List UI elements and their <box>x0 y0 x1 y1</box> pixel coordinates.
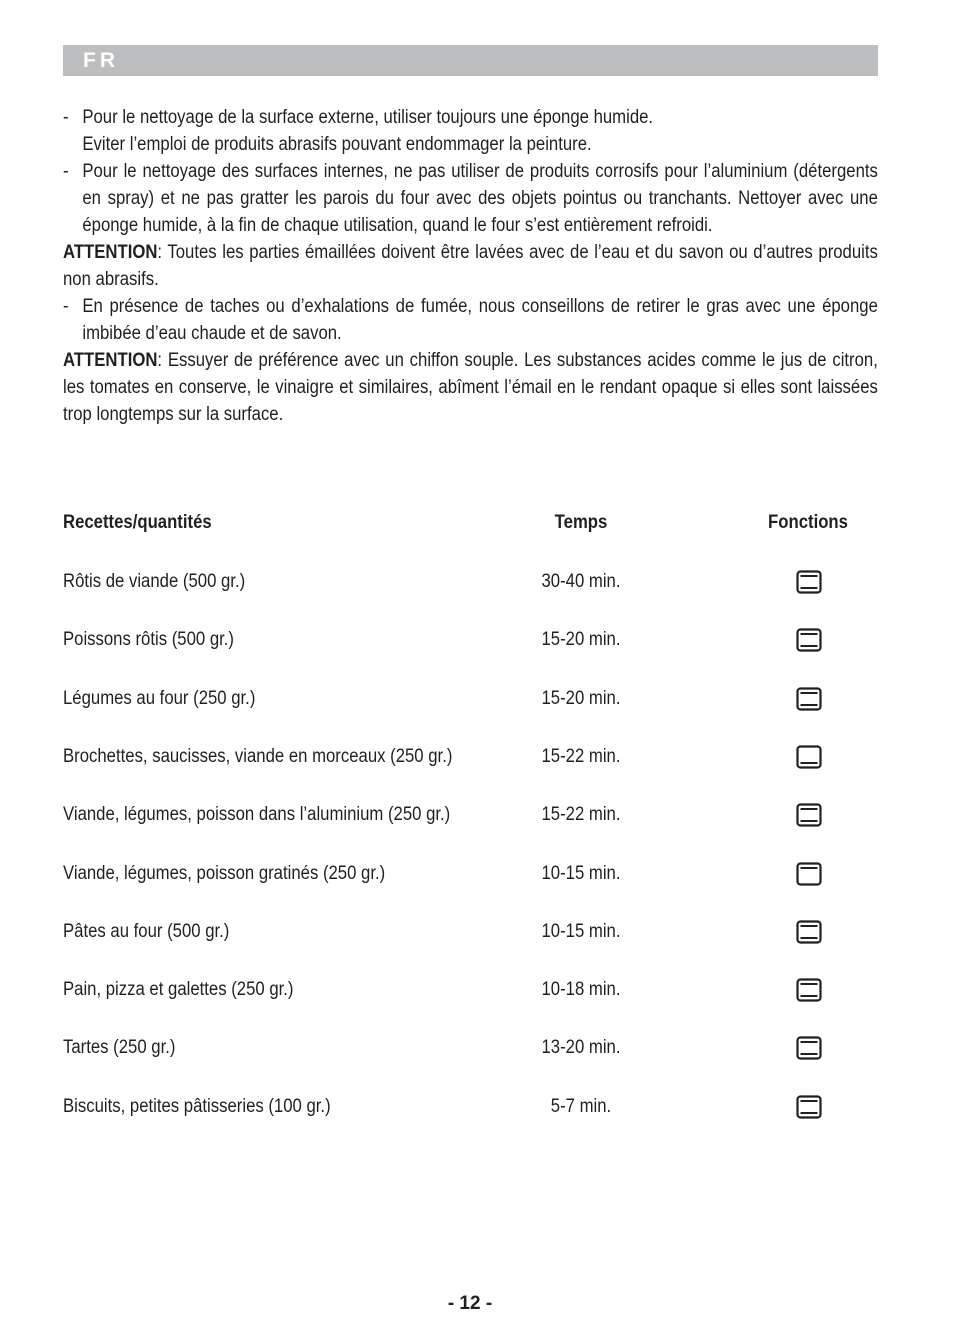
attention-label: ATTENTION <box>63 350 158 371</box>
bullet-item: - Pour le nettoyage des surfaces internes, ne pas utiliser de produits corrosifs pour l’aluminium (détergents en spray) et ne pas gratter les parois du four avec des objets pointus ou tranchants. Nettoyer avec une éponge humide, à la fin de chaque utilisation, quand le four s’est entièrement refroidi. <box>63 158 878 239</box>
time-cell: 10-15 min. <box>541 862 621 884</box>
time-cell: 15-22 min. <box>541 804 621 826</box>
recipe-cell: Pain, pizza et galettes (250 gr.) <box>63 979 294 1001</box>
bullet-text: Eviter l’emploi de produits abrasifs pouvant endommager la peinture. <box>82 134 592 155</box>
cleaning-instructions <box>63 104 878 428</box>
recipe-cell: Tartes (250 gr.) <box>63 1037 176 1059</box>
header-functions: Fonctions <box>768 512 848 533</box>
table-header-row <box>63 508 878 538</box>
attention-paragraph <box>63 239 878 293</box>
recipe-cell: Poissons rôtis (500 gr.) <box>63 629 234 651</box>
bullet-text: En présence de taches ou d’exhalations de fumée, nous conseillons de retirer le gras avec une éponge imbibée d’eau chaude et de savon. <box>82 296 878 344</box>
oven-top-bottom-icon <box>796 1095 822 1119</box>
time-cell: 15-20 min. <box>541 629 621 651</box>
recipe-cell: Viande, légumes, poisson gratinés (250 gr.) <box>63 862 386 884</box>
oven-top-bottom-icon <box>796 803 822 827</box>
recipe-cell: Brochettes, saucisses, viande en morceaux (250 gr.) <box>63 745 453 767</box>
table-row <box>63 975 878 1005</box>
time-cell: 30-40 min. <box>541 571 621 592</box>
recipe-cell: Légumes au four (250 gr.) <box>63 687 256 709</box>
table-row <box>63 625 878 655</box>
oven-top-bottom-icon <box>796 978 822 1002</box>
recipe-cell: Biscuits, petites pâtisseries (100 gr.) <box>63 1095 331 1117</box>
table-row <box>63 917 878 947</box>
oven-top-bottom-icon <box>796 1036 822 1060</box>
time-cell: 13-20 min. <box>541 1037 621 1059</box>
time-cell: 10-15 min. <box>541 920 621 942</box>
header-time: Temps <box>554 512 608 533</box>
oven-top-icon <box>796 862 822 886</box>
oven-top-bottom-icon <box>796 920 822 944</box>
bullet-item: - Pour le nettoyage de la surface externe, utiliser toujours une éponge humide. Eviter l’emploi de produits abrasifs pouvant endommager la peinture. <box>63 107 654 155</box>
time-cell: 5-7 min. <box>550 1095 612 1117</box>
table-row <box>63 1033 878 1063</box>
language-header-bar <box>63 45 878 76</box>
oven-bottom-icon <box>796 745 822 769</box>
attention-text: : Toutes les parties émaillées doivent être lavées avec de l’eau et du savon ou d’autres produits non abrasifs. <box>63 242 878 290</box>
attention-text: : Essuyer de préférence avec un chiffon souple. Les substances acides comme le jus de citron, les tomates en conserve, le vinaigre et similaires, abîment l’émail en le rendant opaque si elles sont laissées trop longtemps sur la surface. <box>63 350 878 425</box>
recipe-cell: Rôtis de viande (500 gr.) <box>63 571 246 592</box>
table-row <box>63 1092 878 1122</box>
header-recipes: Recettes/quantités <box>63 512 212 533</box>
attention-label: ATTENTION <box>63 242 158 263</box>
bullet-item: - En présence de taches ou d’exhalations de fumée, nous conseillons de retirer le gras avec une éponge imbibée d’eau chaude et de savon. <box>63 293 878 347</box>
recipe-cell: Viande, légumes, poisson dans l’aluminium (250 gr.) <box>63 804 451 826</box>
oven-top-bottom-icon <box>796 687 822 711</box>
table-row <box>63 567 878 597</box>
table-row <box>63 684 878 714</box>
table-row <box>63 800 878 830</box>
bullet-text: Pour le nettoyage des surfaces internes, ne pas utiliser de produits corrosifs pour l’aluminium (détergents en spray) et ne pas gratter les parois du four avec des objets pointus ou tranchants. Nettoyer avec une éponge humide, à la fin de chaque utilisation, quand le four s’est entièrement refroidi. <box>82 161 878 236</box>
language-label: FR <box>83 49 119 72</box>
table-row <box>63 859 878 889</box>
time-cell: 15-20 min. <box>541 687 621 709</box>
oven-top-bottom-icon <box>796 628 822 652</box>
attention-paragraph <box>63 347 878 428</box>
time-cell: 10-18 min. <box>541 979 621 1001</box>
recipe-cell: Pâtes au four (500 gr.) <box>63 920 230 942</box>
oven-top-bottom-icon <box>796 570 822 594</box>
bullet-text: Pour le nettoyage de la surface externe, utiliser toujours une éponge humide. <box>82 107 654 128</box>
page-number: - 12 - <box>447 1293 493 1314</box>
table-row <box>63 742 878 772</box>
time-cell: 15-22 min. <box>541 745 621 767</box>
